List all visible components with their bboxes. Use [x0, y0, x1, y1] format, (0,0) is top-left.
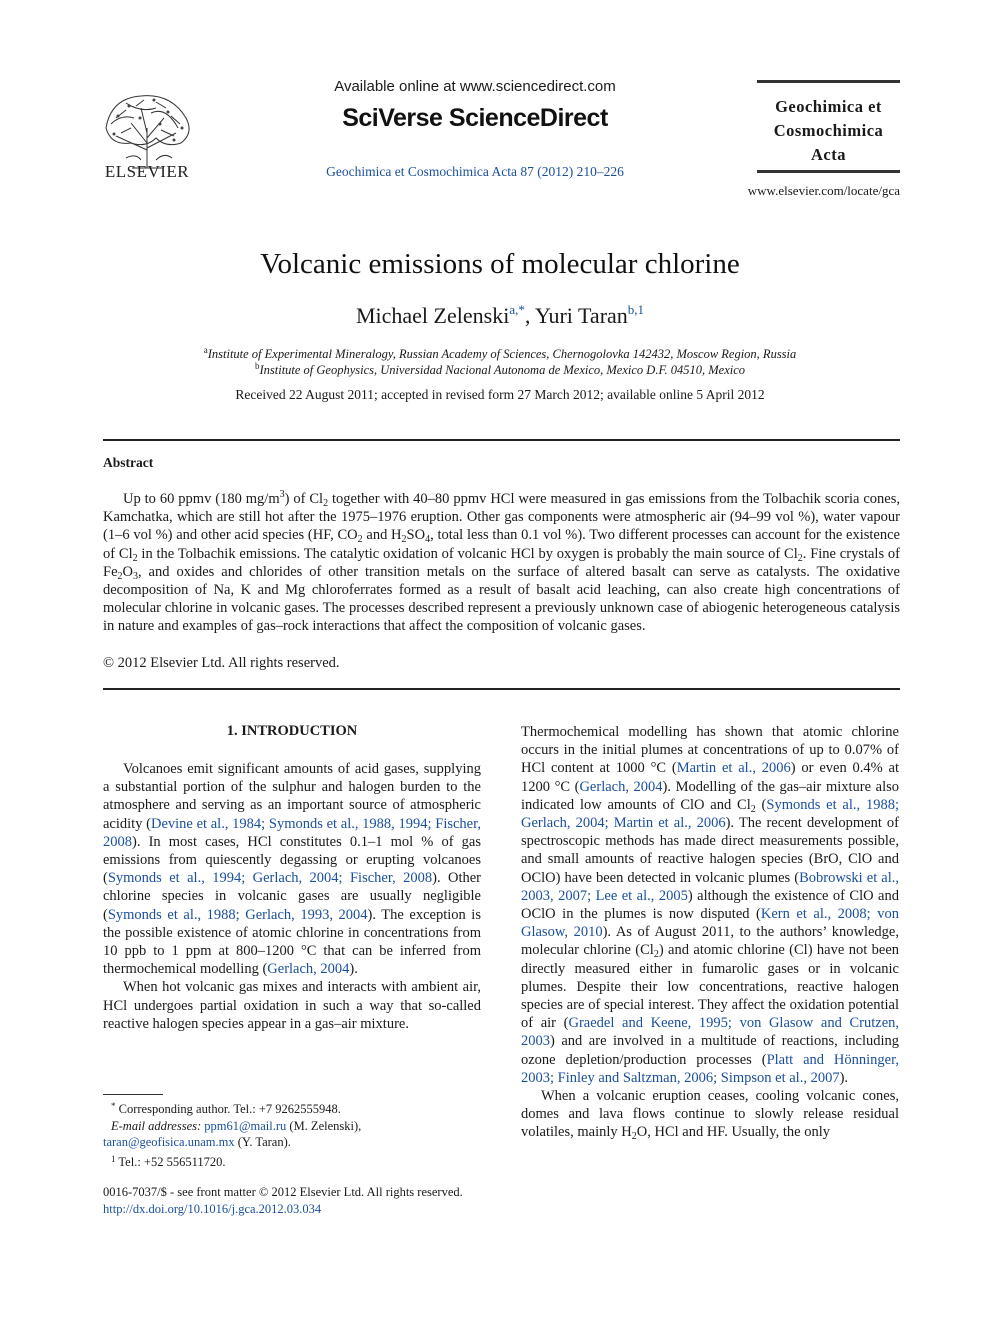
paragraph: When hot volcanic gas mixes and interacts with ambient air, HCl undergoes partial oxidation in such a way that so-called reactive halogen species appear in a gas–air mixture.: [103, 979, 481, 1032]
section-heading: 1. INTRODUCTION: [226, 723, 358, 739]
citation-link[interactable]: Symonds et al., 1988; Gerlach, 2004; Martin et al., 2006: [521, 796, 899, 832]
citation-link[interactable]: Gerlach, 2004: [267, 961, 350, 978]
affiliation-text: Institute of Geophysics, Universidad Nacional Autonoma de Mexico, Mexico D.F. 04510, Mexico: [259, 363, 746, 377]
journal-title-line: Cosmochimica: [773, 121, 884, 140]
available-online-text: Available online at www.sciencedirect.com: [334, 78, 616, 95]
publisher-wordmark: ELSEVIER: [104, 162, 190, 181]
citation-link[interactable]: Symonds et al., 1994; Gerlach, 2004; Fischer, 2008: [107, 870, 433, 887]
author-affiliation-link[interactable]: b,1: [627, 302, 645, 317]
author-affiliation-link[interactable]: a,*: [509, 302, 525, 317]
right-column: [521, 723, 899, 1142]
affiliation-text: Institute of Experimental Mineralogy, Russian Academy of Sciences, Chernogolovka 142432, Moscow Region, Russia: [207, 347, 797, 361]
footnote-text: Tel.: +52 556511720.: [118, 1154, 226, 1169]
footnote-text: Corresponding author. Tel.: +7 9262555948.: [118, 1102, 341, 1116]
footnote-emails: [103, 1118, 481, 1151]
issn-line: 0016-7037/$ - see front matter © 2012 Elsevier Ltd. All rights reserved.: [103, 1185, 463, 1199]
journal-url: www.elsevier.com/locate/gca: [747, 183, 900, 198]
author-name: Michael Zelenski: [355, 303, 510, 328]
author-separator: ,: [524, 303, 536, 328]
citation-link[interactable]: Bobrowski et al., 2003, 2007; Lee et al., 2005: [521, 869, 900, 904]
abstract-rule-bottom: [103, 688, 900, 690]
footnote-rule: [103, 1094, 163, 1095]
footnote-mark: *: [111, 1101, 116, 1111]
page-footer: [103, 1184, 603, 1218]
journal-title-rule-top: [757, 80, 900, 83]
citation-link[interactable]: Kern et al., 2008; von Glasow, 2010: [521, 906, 899, 941]
email-owner: (Y. Taran).: [234, 1135, 291, 1149]
journal-title: [757, 95, 900, 167]
citation-link[interactable]: Martin et al., 2006: [676, 760, 791, 777]
author-name: Yuri Taran: [535, 303, 628, 328]
paragraph: When a volcanic eruption ceases, cooling volcanic cones, domes and lava flows continue to slowly release residual volatiles, mainly $H_2O$, HCl and HF. Usually, the only: [521, 1088, 899, 1143]
affiliation-mark: a: [203, 345, 208, 355]
citation-link[interactable]: Devine et al., 1984; Symonds et al., 1988, 1994; Fischer, 2008: [103, 815, 481, 850]
citation-link[interactable]: Symonds et al., 1988; Gerlach, 1993, 2004: [107, 906, 368, 923]
journal-title-line: Geochimica et: [775, 97, 882, 116]
sciencedirect-brand: SciVerse ScienceDirect: [342, 104, 608, 132]
abstract-rule-top: [103, 439, 900, 441]
footnote-mark: 1: [111, 1153, 116, 1164]
citation-link[interactable]: Graedel and Keene, 1995; von Glasow and Crutzen, 2003: [521, 1015, 900, 1050]
email-link[interactable]: ppm61@mail.ru: [204, 1118, 287, 1133]
email-link[interactable]: taran@geofisica.unam.mx: [103, 1135, 235, 1149]
journal-title-rule-bottom: [757, 170, 900, 173]
abstract-copyright: © 2012 Elsevier Ltd. All rights reserved.: [103, 655, 340, 671]
article-history: Received 22 August 2011; accepted in revised form 27 March 2012; available online 5 April 2012: [235, 387, 765, 402]
paragraph: Volcanoes emit significant amounts of acid gases, supplying a substantial portion of the sulphur and halogen burden to the atmosphere and serving as an important source of atmospheric acidity (Devine et al., 1984; Symonds et al., 1988, 1994; Fischer, 2008). In most cases, HCl constitutes 0.1–1 mol % of gas emissions from quiescently degassing or erupting volcanoes (Symonds et al., 1994; Gerlach, 2004; Fischer, 2008). Other chlorine species in volcanic gases are usually negligible (Symonds et al., 1988; Gerlach, 1993, 2004). The exception is the possible existence of atomic chlorine in concentrations from 10 ppb to 1 ppm at 800–1200 °C that can be inferred from thermochemical modelling (Gerlach, 2004).: [103, 761, 481, 978]
citation-link[interactable]: Platt and Hönninger, 2003; Finley and Saltzman, 2006; Simpson et al., 2007: [521, 1051, 899, 1086]
citation-link[interactable]: Gerlach, 2004: [579, 778, 663, 795]
affiliation-mark: b: [254, 361, 260, 371]
journal-citation-link[interactable]: Geochimica et Cosmochimica Acta 87 (2012) 210–226: [326, 164, 624, 179]
email-owner: (M. Zelenski),: [286, 1118, 362, 1133]
footnotes: [103, 1098, 481, 1170]
author-list: [100, 302, 900, 329]
footnote-tel: [103, 1151, 481, 1171]
paragraph: Thermochemical modelling has shown that atomic chlorine occurs in the initial plumes at concentrations of up to 0.07% of HCl content at 1000 °C (Martin et al., 2006) or even 0.4% at 1200 °C (Gerlach, 2004). Modelling of the gas–air mixture also indicated low amounts of ClO and $Cl_2$ (Symonds et al., 1988; Gerlach, 2004; Martin et al., 2006). The recent development of spectroscopic methods has made direct measurements possible, and small amounts of reactive halogen species (BrO, ClO and OClO) have been detected in volcanic plumes (Bobrowski et al., 2003, 2007; Lee et al., 2005) although the existence of ClO and OClO in the plumes is now disputed (Kern et al., 2008; von Glasow, 2010). As of August 2011, to the authors’ knowledge, molecular chlorine $(Cl_2)$ and atomic chlorine (Cl) have not been directly measured either in fumarolic gases or in volcanic plumes. Despite their low concentrations, reactive halogen species are of special interest. They affect the oxidation potential of air (Graedel and Keene, 1995; von Glasow and Crutzen, 2003) and are involved in a multitude of reactions, including ozone depletion/production processes (Platt and Hönninger, 2003; Finley and Saltzman, 2006; Simpson et al., 2007).: [521, 724, 900, 1086]
footnote-corresponding: [103, 1098, 481, 1118]
doi-link[interactable]: http://dx.doi.org/10.1016/j.gca.2012.03.034: [103, 1202, 322, 1216]
email-label: E-mail addresses:: [111, 1118, 202, 1133]
journal-title-line: Acta: [811, 145, 846, 164]
abstract-heading: Abstract: [103, 455, 154, 470]
affiliation: [100, 345, 900, 362]
affiliation: [100, 361, 900, 378]
abstract-text: Up to 60 ppmv (180 $mg/m^3$) of $Cl_2$ together with 40–80 ppmv HCl were measured in gas emissions from the Tolbachik scoria cones, Kamchatka, which are still hot after the 1975–1976 eruption. Other gas components were atmospheric air (94–99 vol %), water vapour (1–6 vol %) and other acid species (HF, $CO_2$ and $H_2SO_4$, total less than 0.1 vol %). Two different processes can account for the existence of $Cl_2$ in the Tolbachik emissions. The catalytic oxidation of volcanic HCl by oxygen is probably the main source of $Cl_2$. Fine crystals of $Fe_2O_3$, and oxides and chlorides of other transition metals on the surface of altered basalt can serve as catalysts. The oxidative decomposition of Na, K and Mg chloroferrates formed as a result of basalt acid leaching, can also create high concentrations of molecular chlorine in volcanic gases. The processes described represent a previously unknown case of abiogenic heterogeneous catalysis in nature and examples of gas–rock interactions that affect the composition of volcanic gases.: [103, 489, 901, 635]
left-column: [103, 760, 481, 1033]
article-title: Volcanic emissions of molecular chlorine: [260, 248, 740, 280]
